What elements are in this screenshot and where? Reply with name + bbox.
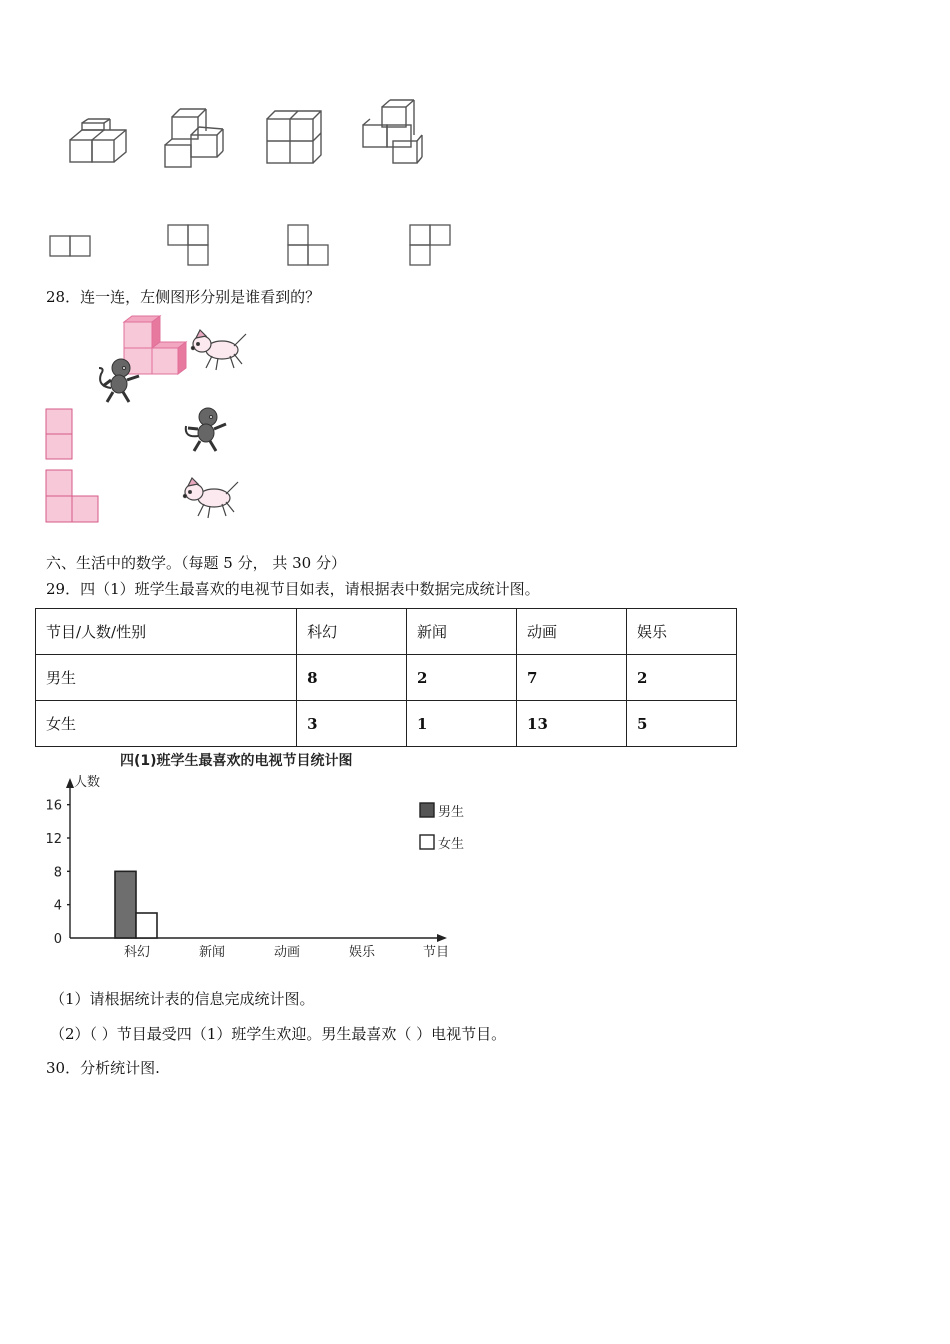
- table-cell: 2: [626, 655, 736, 701]
- bar-chart: [40, 748, 480, 970]
- question-30: 30．分析统计图.: [46, 1059, 160, 1077]
- monkey-icon-2: [180, 406, 230, 454]
- y-tick-label: 4: [53, 898, 62, 914]
- table-cell: 7: [517, 655, 627, 701]
- section-6-title: 六、生活中的数学。（每题 5 分， 共 30 分）: [46, 554, 346, 572]
- table-cell: 3: [297, 701, 407, 747]
- y-axis-arrow: [66, 778, 74, 788]
- cube-figures: [60, 95, 440, 175]
- table-cell: 8: [297, 655, 407, 701]
- x-axis-arrow: [437, 934, 447, 942]
- table-cell: 5: [626, 701, 736, 747]
- table-row: [36, 701, 737, 747]
- view-figures: [40, 218, 460, 273]
- table-cell: 男生: [36, 655, 297, 701]
- dog-icon: [188, 326, 250, 374]
- view-figure-3: [288, 225, 328, 265]
- legend-label: 男生: [438, 805, 465, 820]
- table-cell: 1: [407, 701, 517, 747]
- bar-boys: [115, 871, 136, 938]
- table-row: [36, 655, 737, 701]
- legend-swatch: [420, 803, 434, 817]
- x-tick-label: 新闻: [198, 945, 226, 960]
- x-tick-label: 娱乐: [348, 945, 376, 960]
- table-cell: 2: [407, 655, 517, 701]
- cube-figure-1: [70, 119, 126, 162]
- table-header-cell: 娱乐: [626, 609, 736, 655]
- tv-program-table: [35, 608, 737, 747]
- x-axis-label: 节目: [423, 945, 450, 960]
- y-axis-label: 人数: [74, 775, 101, 790]
- table-header-cell: 动画: [517, 609, 627, 655]
- x-tick-label: 动画: [273, 945, 301, 960]
- y-tick-label: 16: [45, 798, 62, 814]
- chart-title: 四(1)班学生最喜欢的电视节目统计图: [120, 753, 353, 769]
- view-figure-4: [410, 225, 450, 265]
- table-header-cell: 科幻: [297, 609, 407, 655]
- question-29-part-1: （1）请根据统计表的信息完成统计图。: [50, 990, 315, 1008]
- y-tick-label: 8: [53, 865, 62, 881]
- question-29: 29．四（1）班学生最喜欢的电视节目如表，请根据表中数据完成统计图。: [46, 580, 540, 598]
- cube-figure-3: [267, 111, 321, 163]
- pink-view-1: [45, 408, 75, 462]
- table-cell: 女生: [36, 701, 297, 747]
- question-28: 28．连一连，左侧图形分别是谁看到的？: [46, 288, 321, 306]
- question-29-part-2: （2）（ ）节目最受四（1）班学生欢迎。男生最喜欢（ ）电视节目。: [50, 1025, 507, 1043]
- y-tick-label: 0: [53, 932, 62, 947]
- pink-view-2: [45, 468, 101, 524]
- table-cell: 13: [517, 701, 627, 747]
- cube-figure-4: [363, 100, 422, 163]
- monkey-icon: [93, 356, 143, 406]
- table-header-cell: 节目/人数/性别: [36, 609, 297, 655]
- table-header-row: [36, 609, 737, 655]
- view-figure-2: [168, 225, 208, 265]
- legend-swatch: [420, 835, 434, 849]
- y-tick-label: 12: [45, 832, 62, 847]
- dog-icon-2: [180, 474, 242, 522]
- x-tick-label: 科幻: [123, 945, 151, 960]
- view-figure-1: [50, 236, 90, 256]
- cube-figure-2: [165, 109, 223, 167]
- legend-label: 女生: [438, 837, 465, 852]
- table-header-cell: 新闻: [407, 609, 517, 655]
- bar-girls: [136, 913, 157, 938]
